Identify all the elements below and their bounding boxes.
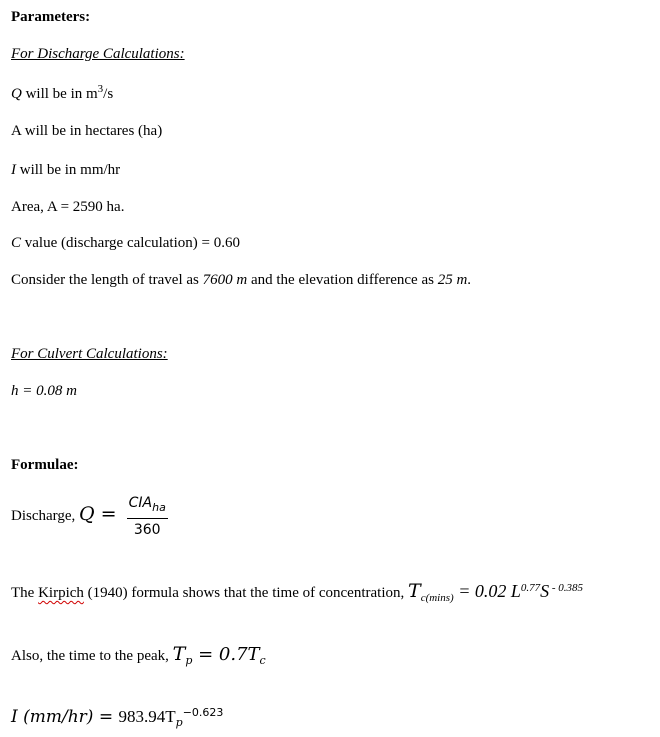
q-unit-line: [11, 84, 113, 104]
peak-tp-subscript: p: [185, 654, 193, 667]
discharge-formula: [11, 490, 168, 540]
travel-end: .: [467, 272, 472, 288]
discharge-denominator: 360: [133, 521, 161, 538]
peak-text: Also, the time to the peak,: [11, 648, 173, 664]
peak-formula: [11, 641, 266, 674]
kirpich-s-exponent: - 0.385: [549, 582, 584, 594]
intensity-equals: =: [93, 707, 119, 727]
kirpich-name: Kirpich: [38, 585, 84, 601]
q-unit-tail: /s: [103, 86, 114, 102]
discharge-fraction: [127, 494, 168, 539]
discharge-equals: =: [94, 503, 123, 525]
kirpich-equation: = 0.02 L: [453, 581, 521, 601]
discharge-q: Q: [79, 503, 95, 525]
kirpich-tc-subscript: c(mins): [420, 592, 454, 604]
q-unit-text: will be in m: [21, 86, 98, 102]
peak-equation: = 0.7T: [192, 644, 260, 665]
kirpich-the: The: [11, 585, 39, 601]
q-variable: Q: [11, 86, 22, 102]
a-unit-line: A will be in hectares (ha): [11, 123, 163, 139]
kirpich-s: S: [540, 581, 550, 601]
travel-pre: Consider the length of travel as: [11, 272, 203, 288]
kirpich-formula: [11, 578, 583, 611]
kirpich-l-exponent: 0.77: [520, 582, 541, 594]
travel-mid: and the elevation difference as: [247, 272, 438, 288]
discharge-label: Discharge,: [11, 508, 80, 524]
c-variable: C: [11, 235, 22, 251]
kirpich-tc: T: [408, 580, 421, 602]
i-unit-text: will be in mm/hr: [16, 162, 121, 178]
h-value-line: h = 0.08 m: [11, 383, 77, 399]
travel-length: 7600 m: [202, 272, 248, 288]
peak-tp: T: [172, 643, 186, 665]
intensity-formula: [11, 703, 223, 737]
peak-c-subscript: c: [259, 654, 266, 667]
parameters-heading: Parameters:: [11, 9, 91, 25]
travel-elevation: 25 m: [437, 272, 468, 288]
intensity-subscript: p: [175, 716, 183, 729]
area-line: Area, A = 2590 ha.: [11, 199, 125, 215]
q-unit-superscript: 3: [97, 83, 104, 95]
i-unit-line: [11, 160, 120, 180]
discharge-calculations-heading: For Discharge Calculations:: [11, 46, 185, 62]
travel-line: [11, 270, 471, 290]
c-value-line: [11, 233, 240, 253]
kirpich-text: (1940) formula shows that the time of concentration,: [83, 585, 408, 601]
intensity-exponent: −0.623: [182, 706, 224, 719]
discharge-numerator-subscript: ha: [152, 500, 166, 514]
culvert-calculations-heading: For Culvert Calculations:: [11, 346, 168, 362]
c-value-text: value (discharge calculation) = 0.60: [21, 235, 240, 251]
intensity-lhs: I (mm/hr): [11, 707, 94, 727]
i-variable: I: [11, 162, 16, 178]
intensity-coefficient: 983.94T: [118, 707, 176, 726]
discharge-numerator: $CIA_{ha}$: [127, 494, 168, 519]
formulae-heading: Formulae:: [11, 457, 79, 473]
